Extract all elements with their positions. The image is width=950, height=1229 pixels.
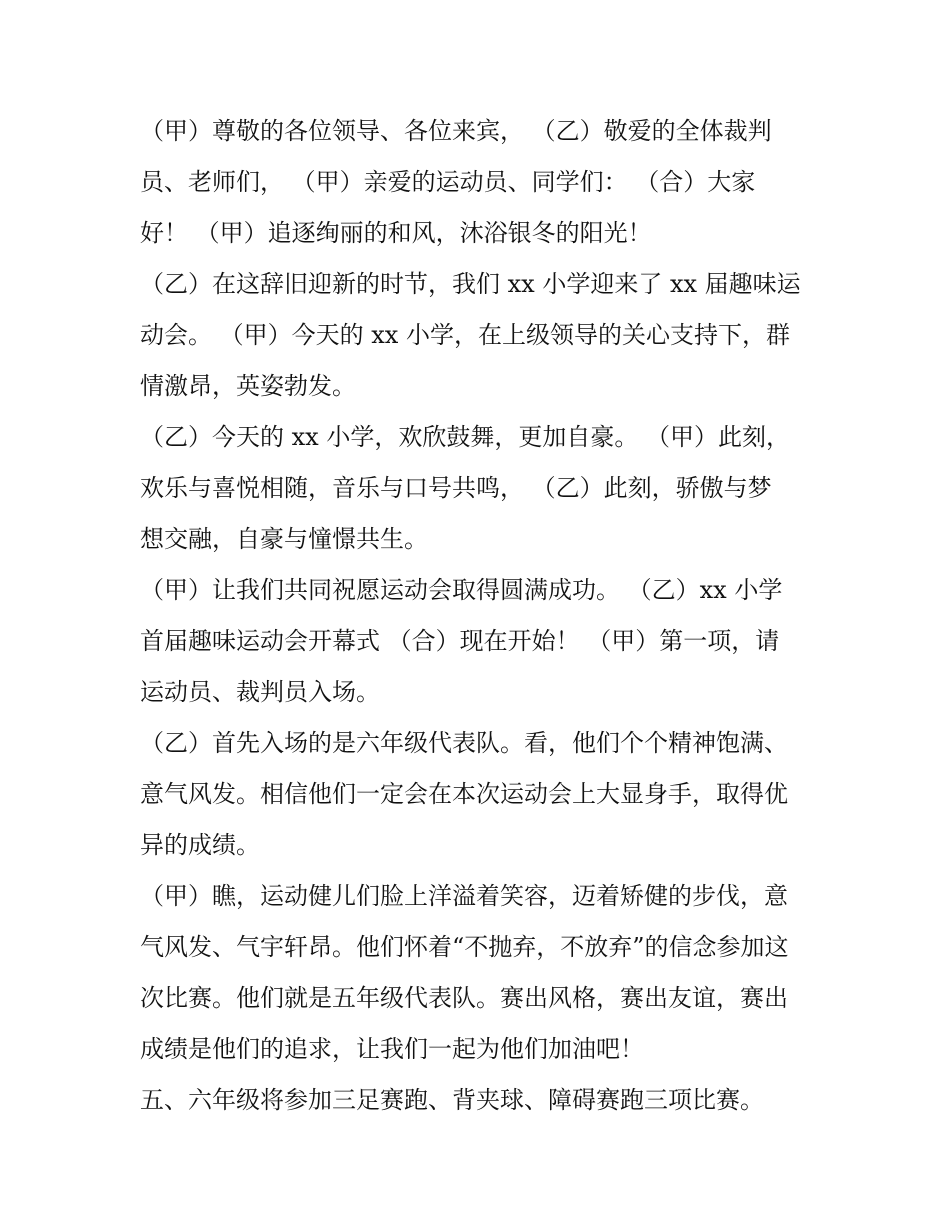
text-line: （甲）让我们共同祝愿运动会取得圆满成功。 （乙）xx 小学: [140, 576, 783, 604]
text-line: （乙）在这辞旧迎新的时节，我们 xx 小学迎来了 xx 届趣味运: [140, 270, 801, 298]
paragraph-opening-ceremony: [140, 565, 820, 718]
text-line: 员、老师们， （甲）亲爱的运动员、同学们： （合）大家: [140, 168, 756, 196]
text-line: （乙）首先入场的是六年级代表队。看，他们个个精神饱满、: [140, 729, 788, 757]
paragraph-grade-six-team: [140, 718, 820, 871]
text-line: 意气风发。相信他们一定会在本次运动会上大显身手，取得优: [140, 780, 788, 808]
text-line: 五、六年级将参加三足赛跑、背夹球、障碍赛跑三项比赛。: [140, 1086, 764, 1114]
paragraph-opening-greeting: [140, 106, 820, 259]
text-line: 情激昂，英姿勃发。: [140, 372, 356, 400]
paragraph-celebration: [140, 412, 820, 565]
text-line: 想交融，自豪与憧憬共生。: [140, 525, 428, 553]
text-line: （甲）尊敬的各位领导、各位来宾， （乙）敬爱的全体裁判: [140, 117, 772, 145]
text-line: 动会。 （甲）今天的 xx 小学，在上级领导的关心支持下，群: [140, 321, 790, 349]
text-line: 成绩是他们的追求，让我们一起为他们加油吧！: [140, 1035, 644, 1063]
paragraph-events-list: [140, 1075, 820, 1126]
text-line: （乙）今天的 xx 小学，欢欣鼓舞，更加自豪。 （甲）此刻，: [140, 423, 790, 451]
text-line: 首届趣味运动会开幕式 （合）现在开始！ （甲）第一项，请: [140, 627, 780, 655]
text-line: 欢乐与喜悦相随，音乐与口号共鸣， （乙）此刻，骄傲与梦: [140, 474, 772, 502]
text-line: （甲）瞧，运动健儿们脸上洋溢着笑容，迈着矫健的步伐，意: [140, 882, 788, 910]
text-line: 气风发、气宇轩昂。他们怀着“不抛弃，不放弃”的信念参加这: [140, 933, 789, 961]
text-line: 异的成绩。: [140, 831, 260, 859]
text-line: 好！ （甲）追逐绚丽的和风，沐浴银冬的阳光！: [140, 219, 652, 247]
paragraph-grade-five-team: [140, 871, 820, 1075]
text-line: 次比赛。他们就是五年级代表队。赛出风格，赛出友谊，赛出: [140, 984, 788, 1012]
paragraph-sports-meet-intro: [140, 259, 820, 412]
document-body: [140, 106, 820, 1126]
text-line: 运动员、裁判员入场。: [140, 678, 380, 706]
